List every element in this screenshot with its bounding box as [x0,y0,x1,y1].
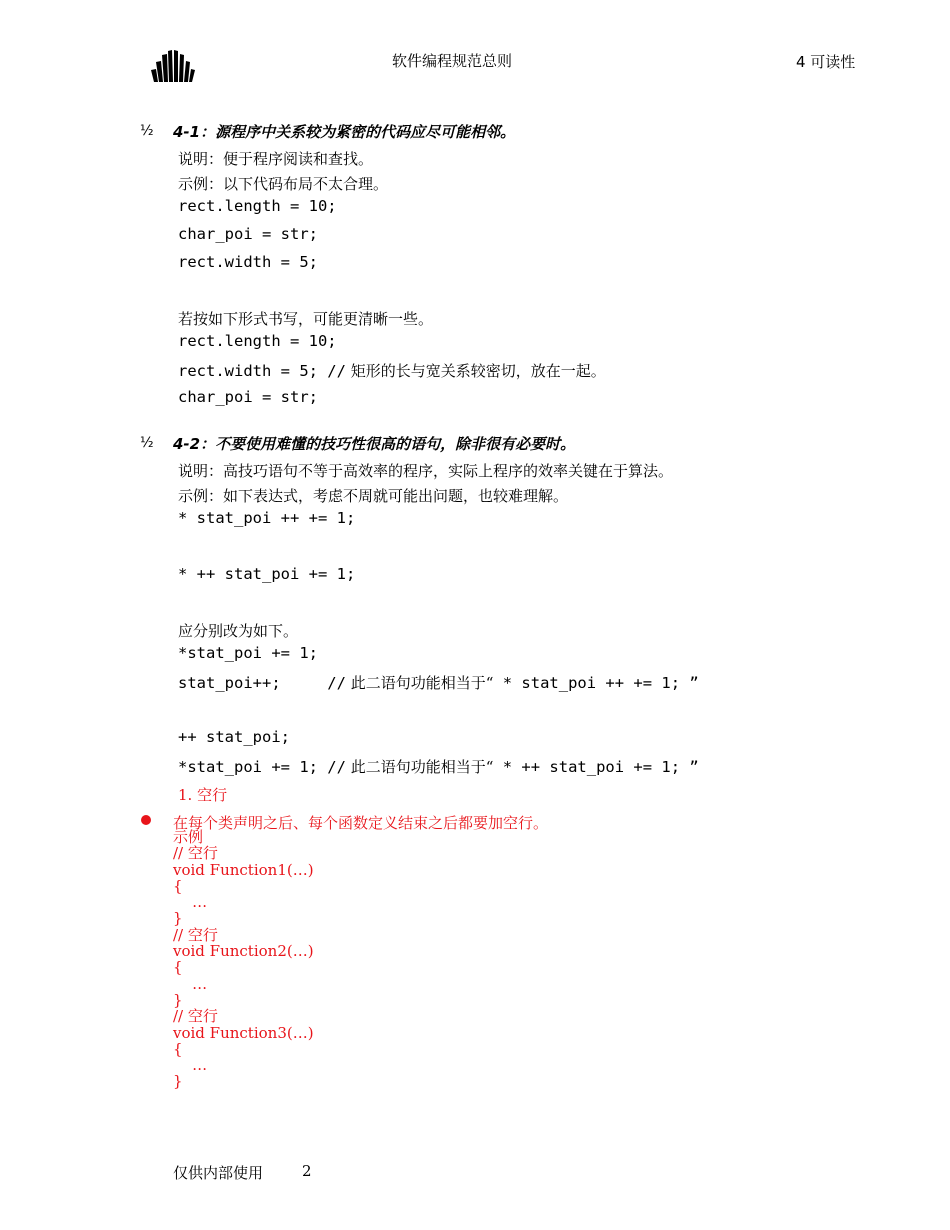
rule-4-1-example: 示例：以下代码布局不太合理。 [178,175,389,193]
code-comment: 矩形的长与宽关系较密切，放在一起。 [345,362,606,380]
code-text: *stat_poi += 1; // [178,758,346,776]
example-line: void Function1(…) [173,860,314,879]
code-line-with-comment [178,360,606,381]
example-line: // 空行 [173,1007,218,1026]
rule-marker: ½ [140,123,154,139]
example-line: … [173,1056,208,1075]
example-line: // 空行 [173,925,218,944]
code-line-with-comment [178,672,699,693]
code-text: stat_poi++; // [178,674,346,692]
rule-4-2-fix-intro: 应分别改为如下。 [178,622,299,640]
section-label: 4 可读性 [796,53,856,71]
footer-text: 仅供内部使用 [173,1164,264,1182]
rule-4-1-fix-intro: 若按如下形式书写，可能更清晰一些。 [178,310,434,328]
code-line-with-comment [178,756,699,777]
code-line: rect.width = 5; [178,253,318,271]
code-line: rect.length = 10; [178,332,337,350]
code-comment: 此二语句功能相当于“ [345,758,494,776]
code-line: * ++ stat_poi += 1; [178,565,356,583]
code-quote: * ++ stat_poi += 1; ” [493,758,699,776]
code-line: char_poi = str; [178,225,318,243]
example-line: void Function3(…) [173,1023,314,1042]
code-line: char_poi = str; [178,388,318,406]
example-line: } [173,990,183,1009]
code-quote: * stat_poi ++ += 1; ” [493,674,699,692]
code-text: rect.width = 5; // [178,362,346,380]
rule-marker: ½ [140,435,154,451]
example-line: { [173,1039,183,1058]
rule-4-1-title: 4-1：源程序中关系较为紧密的代码应尽可能相邻。 [173,123,516,141]
code-line: *stat_poi += 1; [178,644,318,662]
bullet-dot [141,815,151,825]
page-number: 2 [302,1162,312,1180]
code-line: * stat_poi ++ += 1; [178,509,356,527]
rule-4-2-title: 4-2：不要使用难懂的技巧性很高的语句，除非很有必要时。 [173,435,576,453]
blank-line-example [173,829,314,1090]
example-line: { [173,876,183,895]
document-title: 软件编程规范总则 [392,52,513,70]
example-line: void Function2(…) [173,942,314,961]
company-logo [150,48,196,84]
example-line: … [173,974,208,993]
example-line: } [173,909,183,928]
example-line: // 空行 [173,844,218,863]
rule-4-1-explanation: 说明：便于程序阅读和查找。 [178,150,374,168]
section-heading-blank-line: 1. 空行 [178,786,228,804]
blank-line-rule: 在每个类声明之后、每个函数定义结束之后都要加空行。 [173,814,549,832]
example-line: 示例 [173,828,204,846]
rule-4-2-example: 示例：如下表达式，考虑不周就可能出问题，也较难理解。 [178,487,569,505]
example-line: } [173,1072,183,1091]
example-line: … [173,893,208,912]
code-line: rect.length = 10; [178,197,337,215]
code-line: ++ stat_poi; [178,728,290,746]
rule-4-2-explanation: 说明：高技巧语句不等于高效率的程序，实际上程序的效率关键在于算法。 [178,462,674,480]
example-line: { [173,958,183,977]
code-comment: 此二语句功能相当于“ [345,674,494,692]
